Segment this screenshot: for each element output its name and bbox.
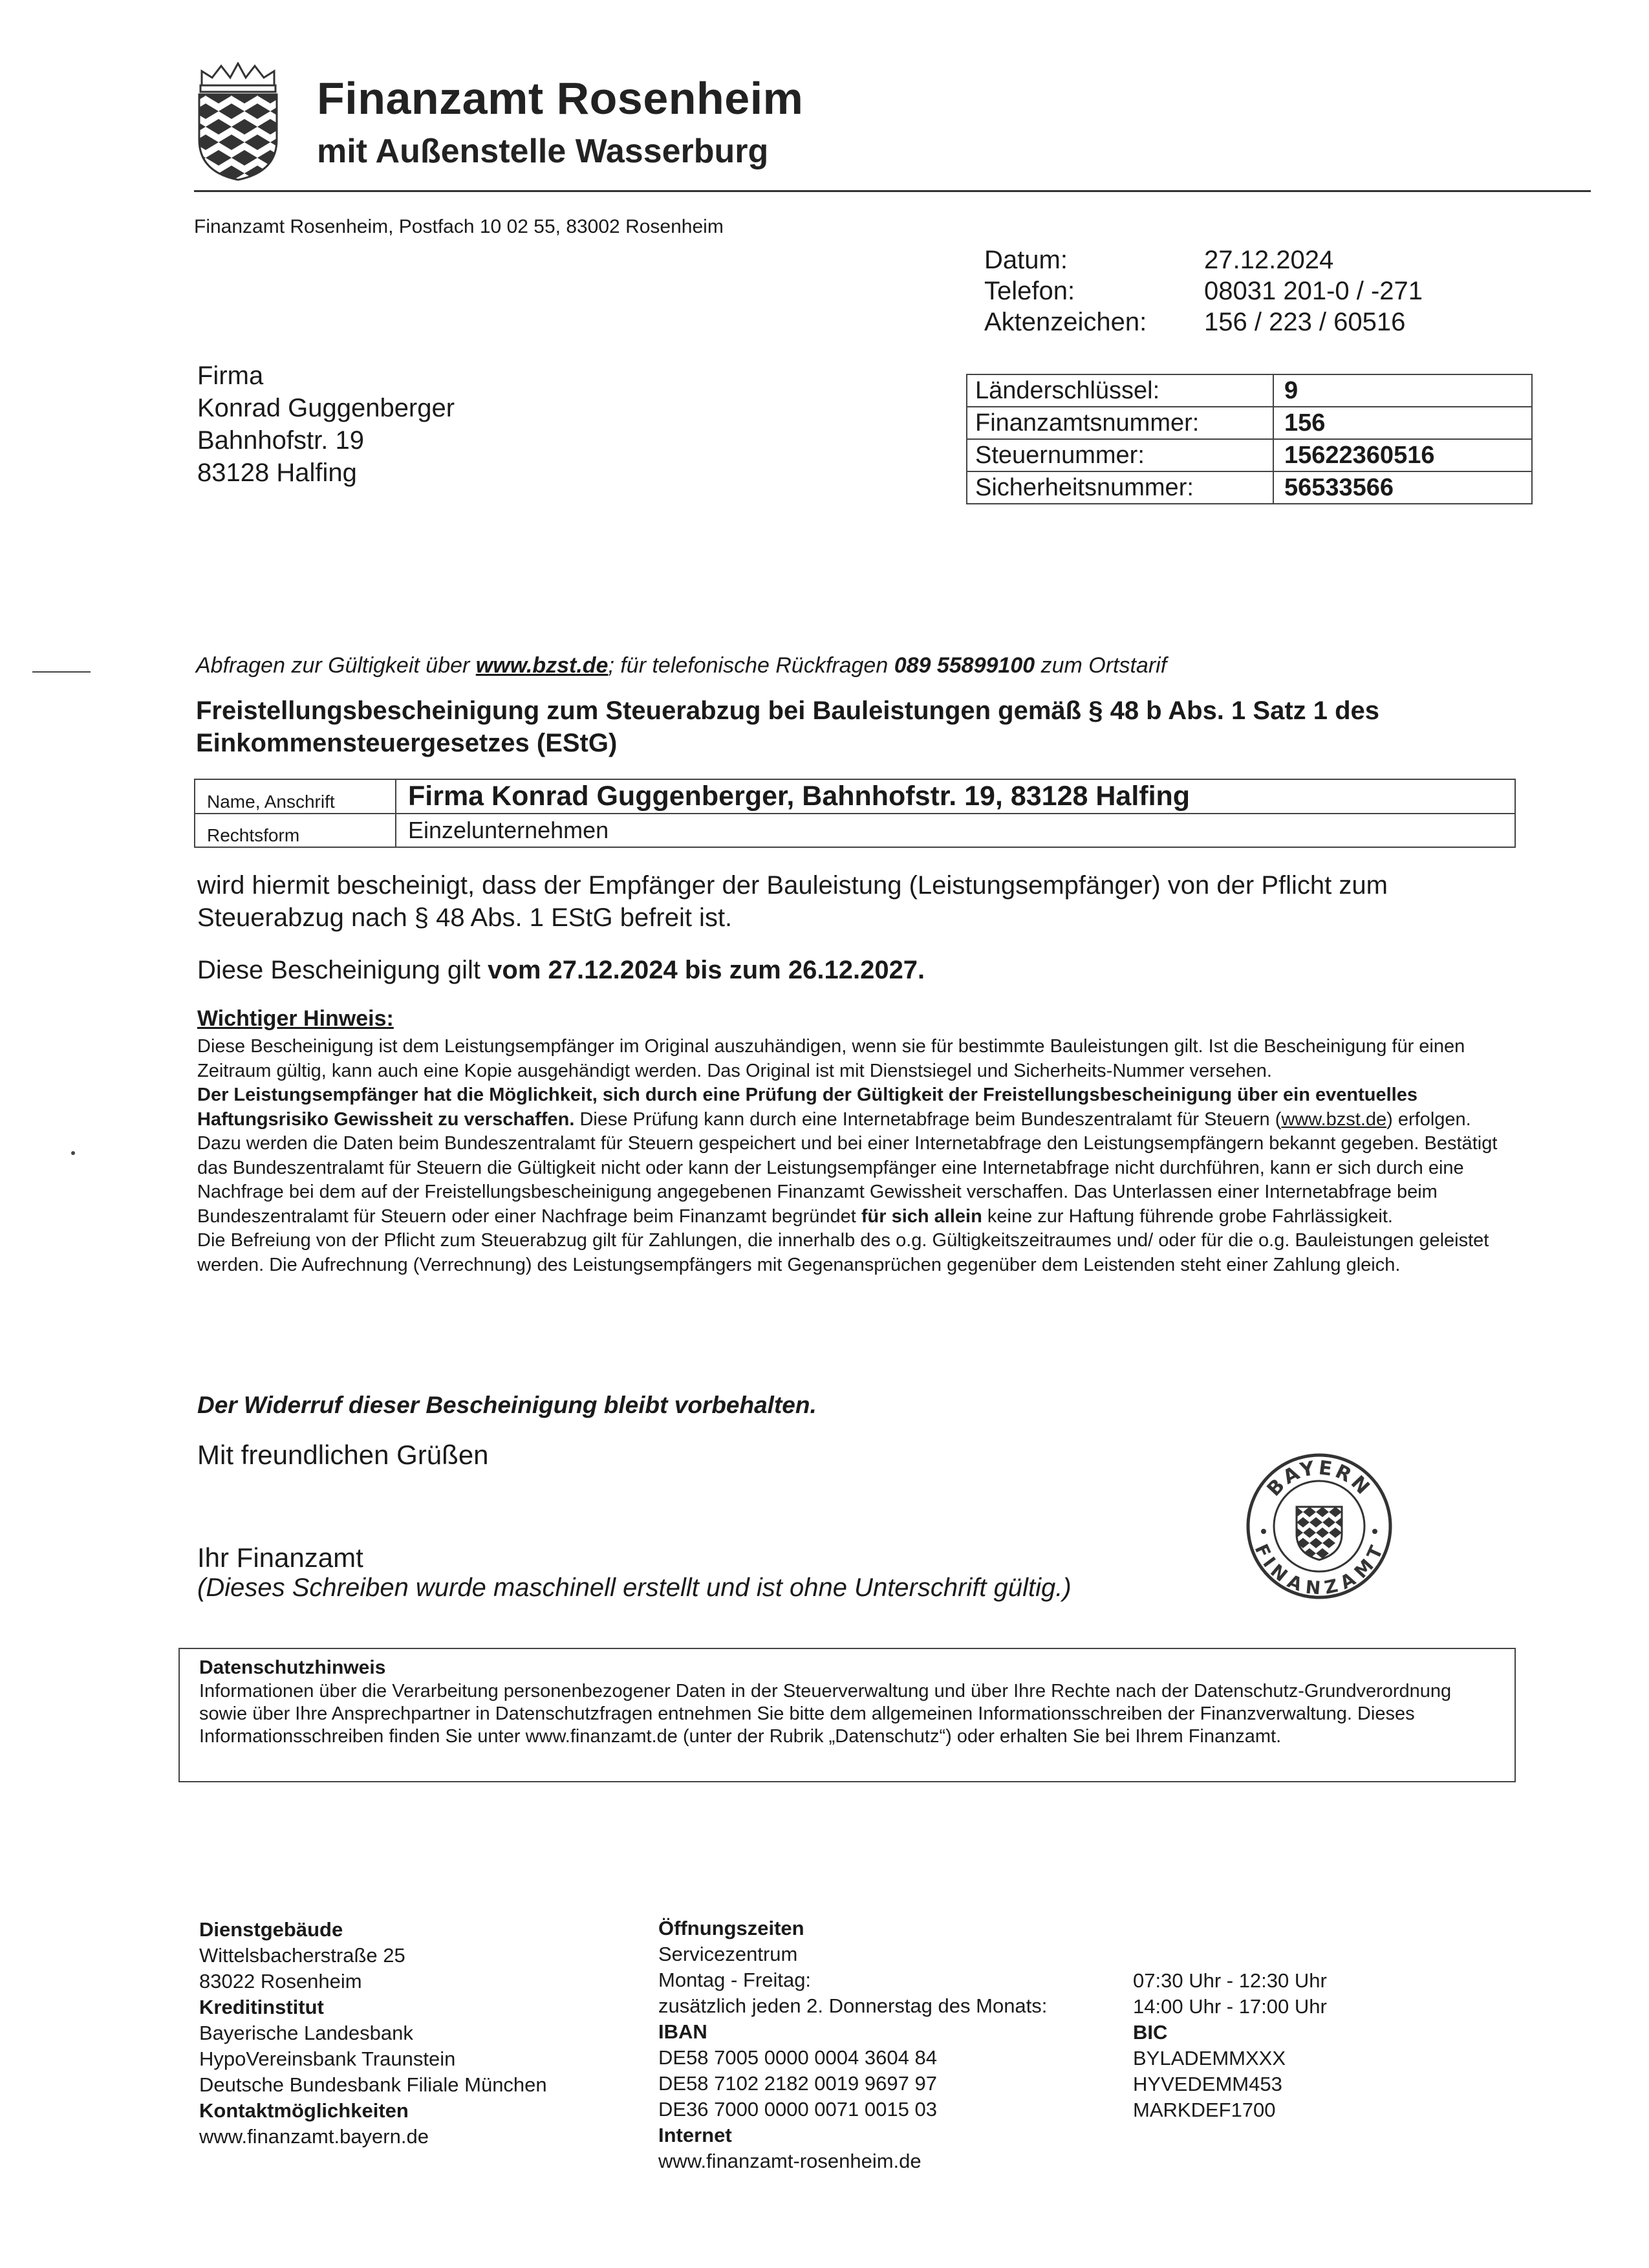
- check-prefix: Abfragen zur Gültigkeit über: [196, 653, 476, 678]
- svg-text:BAYERN: [1263, 1456, 1376, 1500]
- id-label: Finanzamtsnummer:: [967, 407, 1273, 439]
- notice-heading: Wichtiger Hinweis:: [197, 1006, 394, 1031]
- id-value: 156: [1273, 407, 1532, 439]
- file-number-label: Aktenzeichen:: [984, 308, 1147, 336]
- bic-value: BYLADEMMXXX: [1133, 2047, 1286, 2069]
- notice-bold: Der Leistungsempfänger hat die Möglichkeit, sich durch eine Prüfung der Gültigkeit der Freistellungsbescheinigung über ein eventuelles Haftungsrisiko Gewissheit zu verschaffen.: [197, 1085, 1417, 1130]
- notice-text: Diese Prüfung kann durch eine Internetabfrage beim Bundeszentralamt für Steuern (: [574, 1108, 1282, 1130]
- extra-day-label: zusätzlich jeden 2. Donnerstag des Monats:: [658, 1994, 1048, 2017]
- footer-middle-column: [658, 1916, 1047, 2174]
- bic-value: MARKDEF1700: [1133, 2099, 1276, 2121]
- date-value: 27.12.2024: [1204, 246, 1334, 274]
- sender-address-line: Finanzamt Rosenheim, Postfach 10 02 55, 83002 Rosenheim: [194, 216, 724, 237]
- bzst-link-notice[interactable]: www.bzst.de: [1281, 1108, 1387, 1130]
- validity-check-line: [196, 653, 1167, 678]
- bavarian-crest-logo: [193, 62, 283, 181]
- footer-right-column: [1133, 1968, 1327, 2123]
- notice-paragraph: Die Befreiung von der Pflicht zum Steuerabzug gilt für Zahlungen, die innerhalb des o.g. Gültigkeitszeitraumes und/ oder für die o.g. Bauleistungen geleistet werden. Die Aufrechnung (Verrechnung) des Leistungsempfängers mit Gegenansprüchen gegenüber dem Leistenden steht einer Zahlung gleich.: [197, 1230, 1489, 1275]
- service-center: Servicezentrum: [658, 1943, 798, 1965]
- notice-bold: für sich allein: [861, 1205, 982, 1227]
- internet-heading: Internet: [658, 2124, 732, 2146]
- important-notice: [197, 1035, 1510, 1277]
- bic-heading: BIC: [1133, 2021, 1168, 2044]
- letter-meta: [984, 244, 1423, 338]
- bank-name: Bayerische Landesbank: [199, 2022, 413, 2044]
- name-label: Name, Anschrift: [195, 779, 396, 814]
- validity-dates: vom 27.12.2024 bis zum 26.12.2027.: [488, 956, 925, 984]
- seal-bottom-text: FINANZAMT: [1250, 1540, 1388, 1599]
- legal-form-label: Rechtsform: [195, 814, 396, 847]
- iban-value: DE58 7102 2182 0019 9697 97: [658, 2072, 937, 2095]
- revocation-note: Der Widerruf dieser Bescheinigung bleibt vorbehalten.: [197, 1392, 817, 1418]
- certification-text: wird hiermit bescheinigt, dass der Empfänger der Bauleistung (Leistungsempfänger) von der Pflicht zum Steuerabzug nach § 48 Abs. 1 EStG befreit ist.: [197, 871, 1388, 932]
- document-title: Freistellungsbescheinigung zum Steuerabzug bei Bauleistungen gemäß § 48 b Abs. 1 Satz 1 des Einkommensteuergesetzes (EStG): [196, 697, 1380, 757]
- contact-heading: Kontaktmöglichkeiten: [199, 2099, 409, 2122]
- id-label: Sicherheitsnummer:: [967, 471, 1273, 504]
- recipient-line: 83128 Halfing: [197, 459, 357, 487]
- date-label: Datum:: [984, 246, 1068, 274]
- bic-value: HYVEDEMM453: [1133, 2073, 1282, 2095]
- name-value: Firma Konrad Guggenberger, Bahnhofstr. 19, 83128 Halfing: [396, 779, 1515, 814]
- iban-heading: IBAN: [658, 2020, 707, 2043]
- bank-name: HypoVereinsbank Traunstein: [199, 2047, 456, 2070]
- svg-text:FINANZAMT: [1251, 1540, 1388, 1599]
- recipient-line: Bahnhofstr. 19: [197, 426, 364, 455]
- opening-hours: 14:00 Uhr - 17:00 Uhr: [1133, 1995, 1327, 2018]
- notice-paragraph: Diese Bescheinigung ist dem Leistungsempfänger im Original auszuhändigen, wenn sie für bestimmte Bauleistungen gilt. Ist die Bescheinigung für einen Zeitraum gültig, kann auch eine Kopie ausgehändigt werden. Das Original ist mit Dienstsiegel und Sicherheits-Nummer versehen.: [197, 1036, 1465, 1081]
- privacy-text: Informationen über die Verarbeitung personenbezogener Daten in der Steuerverwaltung und über Ihre Rechte nach der Datenschutz-Grundverordnung sowie über Ihre Ansprechpartner in Datenschutzfragen entnehmen Sie bitte dem allgemeinen Informationsschreiben der Finanzverwaltung. Dieses Informationsschreiben finden Sie unter www.finanzamt.de (unter der Rubrik „Datenschutz“) oder erhalten Sie bei Ihrem Finanzamt.: [199, 1681, 1452, 1747]
- table-row: [967, 439, 1532, 471]
- punch-mark: [71, 1151, 75, 1155]
- id-value: 9: [1273, 374, 1532, 407]
- iban-value: DE58 7005 0000 0004 3604 84: [658, 2046, 937, 2069]
- table-row: [967, 374, 1532, 407]
- recipient-address: [197, 360, 455, 489]
- table-row: [967, 407, 1532, 439]
- opening-hours: 07:30 Uhr - 12:30 Uhr: [1133, 1969, 1327, 1992]
- signature-office: Ihr Finanzamt: [197, 1542, 363, 1573]
- office-name: Finanzamt Rosenheim: [317, 73, 804, 124]
- bzst-link[interactable]: www.bzst.de: [475, 653, 609, 678]
- privacy-title: Datenschutzhinweis: [199, 1657, 386, 1678]
- building-heading: Dienstgebäude: [199, 1918, 343, 1941]
- tax-id-table: [966, 374, 1533, 504]
- weekdays-label: Montag - Freitag:: [658, 1969, 812, 1991]
- hours-heading: Öffnungszeiten: [658, 1917, 804, 1939]
- iban-value: DE36 7000 0000 0071 0015 03: [658, 2098, 937, 2121]
- closing-greeting: Mit freundlichen Grüßen: [197, 1440, 489, 1470]
- fold-mark: [32, 671, 91, 673]
- check-phone: 089 55899100: [894, 653, 1035, 678]
- table-row: [195, 814, 1515, 847]
- id-value: 56533566: [1273, 471, 1532, 504]
- check-tail: zum Ortstarif: [1035, 653, 1167, 678]
- recipient-table: [194, 779, 1516, 848]
- recipient-line: Firma: [197, 362, 264, 390]
- building-city: 83022 Rosenheim: [199, 1970, 362, 1993]
- header-divider: [194, 190, 1591, 192]
- notice-text: keine zur Haftung führende grobe Fahrlässigkeit.: [982, 1205, 1393, 1227]
- footer-left-column: [199, 1917, 547, 2150]
- phone-value: 08031 201-0 / -271: [1204, 277, 1423, 305]
- phone-label: Telefon:: [984, 277, 1075, 305]
- table-row: [967, 471, 1532, 504]
- building-street: Wittelsbacherstraße 25: [199, 1944, 405, 1967]
- table-row: [195, 779, 1515, 814]
- id-value: 15622360516: [1273, 439, 1532, 471]
- notice-text: ) erfolgen. Dazu werden die Daten beim Bundeszentralamt für Steuern gespeichert und bei einer Internetabfrage den Leistungsempfängern bekannt gegeben. Bestätigt das Bundeszentralamt für Steuern die Gültigkeit nicht oder kann der Leistungsempfänger eine Internetabfrage nicht durchführen, kann er sich durch eine Nachfrage bei dem auf der Freistellungsbescheinigung angegebenen Finanzamt Gewissheit verschaffen. Das Unterlassen einer Internetabfrage beim Bundeszentralamt für Steuern oder einer Nachfrage beim Finanzamt begründet: [197, 1108, 1498, 1227]
- official-seal-stamp: [1242, 1449, 1397, 1604]
- id-label: Steuernummer:: [967, 439, 1273, 471]
- file-number-value: 156 / 223 / 60516: [1204, 308, 1406, 336]
- internet-url[interactable]: www.finanzamt-rosenheim.de: [658, 2150, 921, 2172]
- id-label: Länderschlüssel:: [967, 374, 1273, 407]
- data-protection-box: [178, 1648, 1516, 1782]
- signature-note: (Dieses Schreiben wurde maschinell erstellt und ist ohne Unterschrift gültig.): [197, 1573, 1072, 1602]
- seal-top-text: BAYERN: [1262, 1456, 1376, 1501]
- legal-form-value: Einzelunternehmen: [396, 814, 1515, 847]
- check-suffix: ; für telefonische Rückfragen: [608, 653, 894, 678]
- bank-heading: Kreditinstitut: [199, 1996, 324, 2018]
- validity-prefix: Diese Bescheinigung gilt: [197, 956, 488, 984]
- contact-url[interactable]: www.finanzamt.bayern.de: [199, 2125, 429, 2148]
- notice-paragraph: [197, 1083, 1510, 1229]
- bank-name: Deutsche Bundesbank Filiale München: [199, 2073, 547, 2096]
- validity-period: [197, 956, 925, 985]
- recipient-line: Konrad Guggenberger: [197, 394, 455, 422]
- office-subtitle: mit Außenstelle Wasserburg: [317, 133, 769, 170]
